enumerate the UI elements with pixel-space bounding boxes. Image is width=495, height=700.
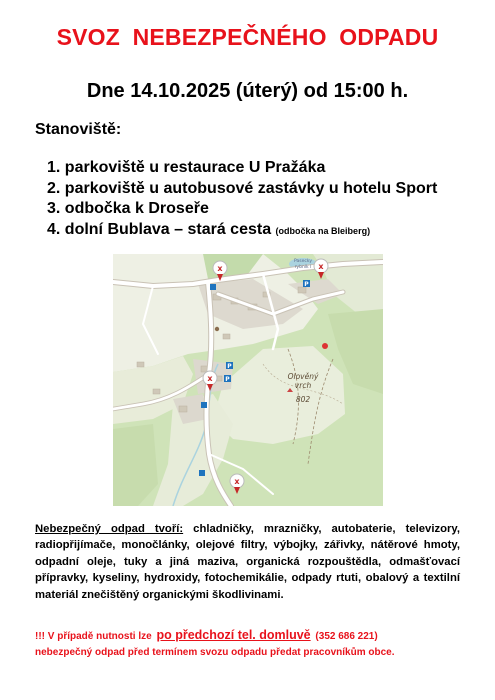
station-item-3: 3. odbočka k Droseře [47,200,209,218]
pond-label: Pasecky [294,259,312,264]
svg-text:x: x [234,477,240,486]
svg-text:x: x [318,262,324,271]
svg-text:P: P [225,376,230,383]
hill-label: Olověný [287,372,319,381]
event-date: Dne 14.10.2025 (úterý) od 15:00 h. [86,80,409,102]
parking-icon [210,284,216,290]
svg-text:P: P [227,363,232,370]
stations-list [47,158,437,241]
warning-line-2: nebezpečný odpad před termínem svozu odpadu předat pracovníkům obce. [35,647,395,658]
warning-phone: (352 686 221) [315,631,378,642]
waste-types-text: chladničky, mrazničky, autobaterie, televizory, radiopřijímače, monočlánky, olejové filtry, výbojky, zářivky, nátěrové hmoty, odpadní oleje, tuky a jiná maziva, organická rozpouštědla, odmašťovací přípravky, kyseliny, hydroxidy, fotochemikálie, odpady rtuti, obalový a textilní materiál znečištěný organickými škodlivinami. [35,523,460,601]
map-building [179,406,187,412]
station-item-4: 4. dolní Bublava – stará cesta (odbočka na Bleiberg) [47,221,371,239]
poi-icon [215,327,219,331]
svg-text:x: x [207,374,213,383]
pond-label: rybník I [294,265,312,270]
warning-prefix: !!! V případě nutnosti lze [35,631,152,642]
station-item-1: 1. parkoviště u restaurace U Pražáka [47,159,326,176]
stations-heading: Stanoviště: [35,121,122,138]
station-item-4-note: (odbočka na Bleiberg) [275,226,371,237]
poi-icon [322,343,328,349]
warning-emphasis: po předchozí tel. domluvě [156,628,311,642]
hill-label: vrch [294,381,312,390]
map-building [153,389,160,394]
waste-types-paragraph [35,521,460,603]
warning-note [35,627,465,661]
map-building [223,334,230,339]
map-building [137,362,144,367]
bus-stop-icon [201,402,207,408]
location-map [113,254,383,506]
svg-text:x: x [217,264,223,273]
bus-stop-icon [199,470,205,476]
waste-types-label: Nebezpečný odpad tvoří: [35,523,184,535]
page-title: SVOZ NEBEZPEČNÉHO ODPADU [56,24,439,50]
station-item-2: 2. parkoviště u autobusové zastávky u hotelu Sport [47,179,438,197]
svg-text:P: P [304,281,309,288]
hill-height: 802 [295,395,311,404]
